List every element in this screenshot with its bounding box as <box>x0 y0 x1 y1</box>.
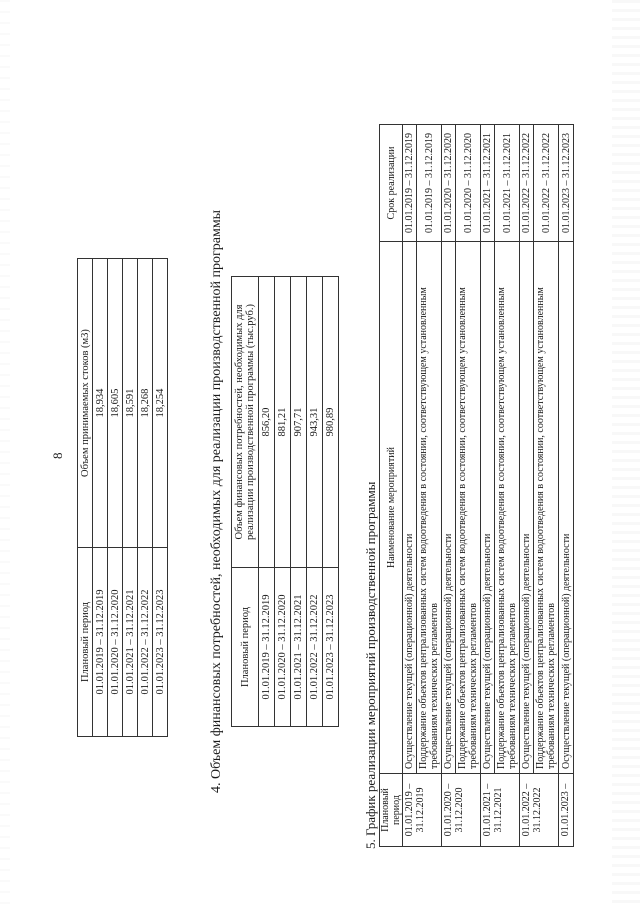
cell-period: 01.01.2019 – 31.12.2019 <box>93 548 108 737</box>
section-5-title: 5. График реализации мероприятий производственной программы <box>363 481 378 849</box>
cell-period: 01.01.2020 – 31.12.2020 <box>108 548 123 737</box>
cell-term: 01.01.2022 – 31.12.2022 <box>520 125 534 242</box>
cell-period: 01.01.2020 – 31.12.2020 <box>442 774 481 847</box>
cell-term: 01.01.2023 – 31.12.2023 <box>559 125 574 242</box>
table-row <box>481 125 495 847</box>
cell-measure: Осуществление текущей (операционной) деятельности <box>403 242 417 774</box>
cell-measure: Осуществление текущей (операционной) деятельности <box>442 242 456 774</box>
table-row <box>259 277 275 727</box>
cell-volume: 18,268 <box>138 259 153 548</box>
cell-period: 01.01.2021 – 31.12.2021 <box>481 774 520 847</box>
cell-measure: Осуществление текущей (операционной) деятельности <box>559 242 574 774</box>
table-row <box>442 125 456 847</box>
cell-period: 01.01.2019 – 31.12.2019 <box>403 774 442 847</box>
cell-period: 01.01.2021 – 31.12.2021 <box>123 548 138 737</box>
cell-measure: Осуществление текущей (операционной) деятельности <box>520 242 534 774</box>
cell-volume: 18,254 <box>153 259 168 548</box>
table-row <box>323 277 339 727</box>
header-period: Плановый период <box>78 548 93 737</box>
table-header-row <box>380 125 403 847</box>
cell-period: 01.01.2022 – 31.12.2022 <box>307 568 323 727</box>
document-page <box>40 27 600 877</box>
cell-measure: Поддержание объектов централизованных систем водоотведения в состоянии, соответствующем установленным требованиям технических регламентов <box>456 242 481 774</box>
header-volume: Объем принимаемых стоков (м3) <box>78 259 93 548</box>
header-term: Срок реализации <box>380 125 403 242</box>
cell-period: 01.01.2023 – <box>559 774 574 847</box>
scan-edge-left <box>0 0 10 905</box>
cell-measure: Поддержание объектов централизованных систем водоотведения в состоянии, соответствующем установленным требованиям технических регламентов <box>534 242 559 774</box>
cell-term: 01.01.2019 – 31.12.2019 <box>417 125 442 242</box>
cell-period: 01.01.2023 – 31.12.2023 <box>153 548 168 737</box>
cell-volume: 18,934 <box>93 259 108 548</box>
cell-period: 01.01.2021 – 31.12.2021 <box>291 568 307 727</box>
cell-measure: Осуществление текущей (операционной) деятельности <box>481 242 495 774</box>
table-row <box>534 125 559 847</box>
table-row <box>123 259 138 737</box>
cell-volume: 18,591 <box>123 259 138 548</box>
table-row <box>138 259 153 737</box>
cell-measure: Поддержание объектов централизованных систем водоотведения в состоянии, соответствующем установленным требованиям технических регламентов <box>495 242 520 774</box>
header-period: Плановый период <box>232 568 259 727</box>
table-row <box>291 277 307 727</box>
table-row <box>275 277 291 727</box>
cell-amount: 907,71 <box>291 277 307 568</box>
cell-measure: Поддержание объектов централизованных систем водоотведения в состоянии, соответствующем установленным требованиям технических регламентов <box>417 242 442 774</box>
cell-period: 01.01.2020 – 31.12.2020 <box>275 568 291 727</box>
table-row <box>495 125 520 847</box>
header-measure: Наименование мероприятий <box>380 242 403 774</box>
table-header-row <box>78 259 93 737</box>
table-header-row <box>232 277 259 727</box>
cell-amount: 856,20 <box>259 277 275 568</box>
header-period: Плановый период <box>380 774 403 847</box>
header-financial-needs: Объем финансовых потребностей, необходимых для реализации производственной программы (тыс.руб.) <box>232 277 259 568</box>
schedule-table <box>379 124 574 847</box>
table-row <box>520 125 534 847</box>
cell-period: 01.01.2022 – 31.12.2022 <box>520 774 559 847</box>
cell-amount: 943,31 <box>307 277 323 568</box>
cell-period: 01.01.2023 – 31.12.2023 <box>323 568 339 727</box>
table-row <box>456 125 481 847</box>
cell-period: 01.01.2022 – 31.12.2022 <box>138 548 153 737</box>
section-4-title: 4. Объем финансовых потребностей, необходимых для реализации производственной программы <box>209 209 224 793</box>
cell-amount: 980,89 <box>323 277 339 568</box>
table-row <box>307 277 323 727</box>
table-row <box>153 259 168 737</box>
table-row <box>417 125 442 847</box>
cell-term: 01.01.2019 – 31.12.2019 <box>403 125 417 242</box>
table-row <box>559 125 574 847</box>
financial-needs-table <box>231 276 339 727</box>
cell-term: 01.01.2021 – 31.12.2021 <box>481 125 495 242</box>
cell-volume: 18,605 <box>108 259 123 548</box>
scan-edge-right <box>612 0 640 905</box>
cell-amount: 881,21 <box>275 277 291 568</box>
volume-table <box>77 258 168 737</box>
cell-term: 01.01.2020 – 31.12.2020 <box>442 125 456 242</box>
cell-term: 01.01.2020 – 31.12.2020 <box>456 125 481 242</box>
table-row <box>93 259 108 737</box>
cell-period: 01.01.2019 – 31.12.2019 <box>259 568 275 727</box>
table-row <box>403 125 417 847</box>
cell-term: 01.01.2021 – 31.12.2021 <box>495 125 520 242</box>
cell-term: 01.01.2022 – 31.12.2022 <box>534 125 559 242</box>
page-number: 8 <box>50 452 65 459</box>
table-row <box>108 259 123 737</box>
